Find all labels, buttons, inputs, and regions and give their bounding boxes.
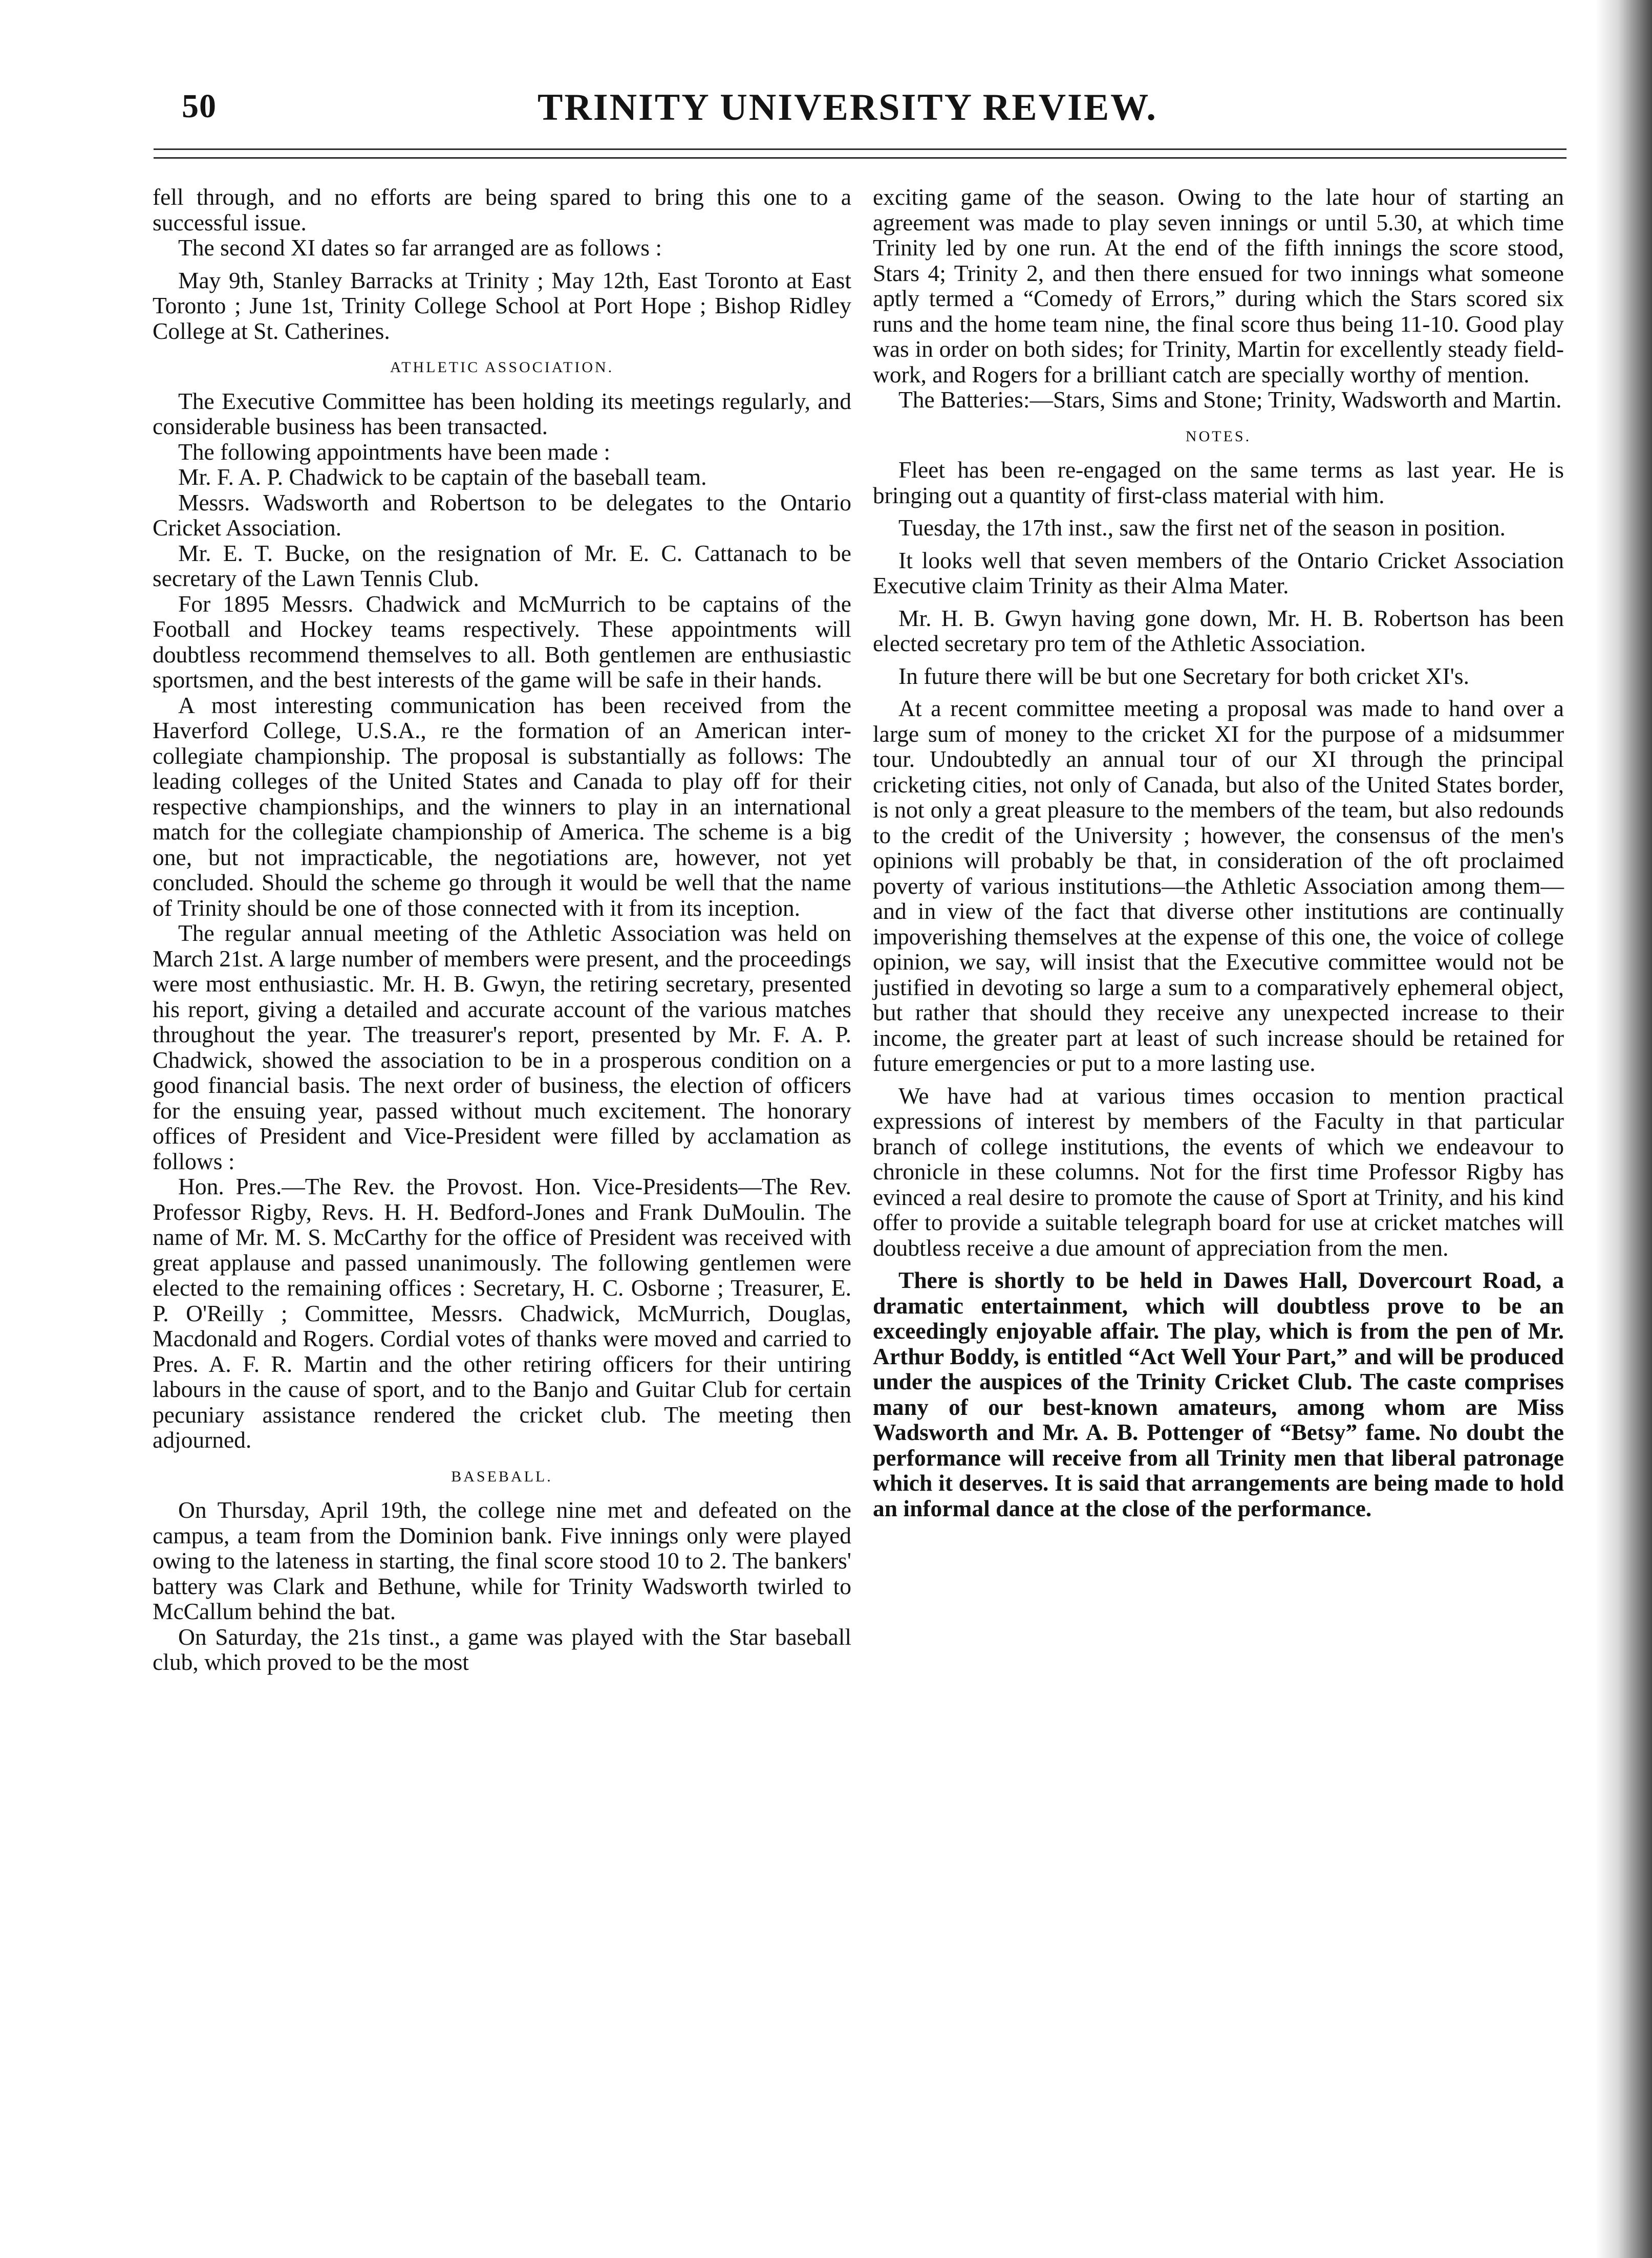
paragraph: The Executive Committee has been holding its meetings regularly, and considerable business has been transacted. (153, 388, 851, 439)
paragraph: The Batteries:—Stars, Sims and Stone; Trinity, Wadsworth and Martin. (898, 386, 1562, 413)
paragraph: Mr. F. A. P. Chadwick to be captain of the baseball team. (178, 464, 707, 490)
header-rule-top (154, 148, 1567, 150)
running-title: TRINITY UNIVERSITY REVIEW. (538, 87, 1157, 128)
header-rule-bottom (154, 157, 1567, 159)
paragraph: It looks well that seven members of the Ontario Cricket Association Executive claim Trinity as their Alma Mater. (873, 547, 1564, 598)
paragraph: In future there will be but one Secretary for both cricket XI's. (898, 662, 1469, 689)
page-number: 50 (182, 88, 217, 125)
paragraph: The second XI dates so far arranged are as follows : (178, 234, 662, 261)
paragraph: Mr. H. B. Gwyn having gone down, Mr. H. B. Robertson has been elected secretary pro tem of the Athletic Association. (873, 605, 1564, 656)
paragraph: Mr. E. T. Bucke, on the resignation of Mr. E. C. Cattanach to be secretary of the Lawn Tennis Club. (153, 540, 851, 591)
paragraph: A most interesting communication has been received from the Haverford College, U.S.A., re the formation of an American inter-collegiate championship. The proposal is substantially as follows: The leading colleges of the United States and Canada to play off for their respective championships, and the winners to play in an international match for the collegiate championship of America. The scheme is a big one, but not impracticable, the negotiations are, however, not yet concluded. Should the scheme go through it would be well that the name of Trinity should be one of those connected with it from its inception. (153, 692, 851, 921)
paragraph: Messrs. Wadsworth and Robertson to be delegates to the Ontario Cricket Association. (153, 489, 851, 541)
section-heading-athletic: ATHLETIC ASSOCIATION. (390, 359, 614, 376)
right-column (873, 184, 1564, 1521)
section-heading-baseball: BASEBALL. (451, 1468, 553, 1485)
paragraph: The following appointments have been made : (178, 438, 611, 465)
left-column (153, 184, 851, 1675)
paragraph: May 9th, Stanley Barracks at Trinity ; May 12th, East Toronto at East Toronto ; June 1st, Trinity College School at Port Hope ; Bishop Ridley College at St. Catherines. (153, 267, 851, 344)
paragraph: For 1895 Messrs. Chadwick and McMurrich to be captains of the Football and Hockey teams respectively. These appointments will doubtless recommend themselves to all. Both gentlemen are enthusiastic sportsmen, and the best interests of the game will be safe in their hands. (153, 590, 851, 693)
paragraph: exciting game of the season. Owing to the late hour of starting an agreement was made to play seven innings or until 5.30, at which time Trinity led by one run. At the end of the fifth innings the score stood, Stars 4; Trinity 2, and then there ensued for two innings what someone aptly termed a “Comedy of Errors,” during which the Stars scored six runs and the home team nine, the final score thus being 11-10. Good play was in order on both sides; for Trinity, Martin for excellently steady field-work, and Rogers for a brilliant catch are specially worthy of mention. (873, 184, 1564, 388)
paragraph: There is shortly to be held in Dawes Hall, Dovercourt Road, a dramatic entertainment, which will doubtless prove to be an exceedingly enjoyable affair. The play, which is from the pen of Mr. Arthur Boddy, is entitled “Act Well Your Part,” and will be produced under the auspices of the Trinity Cricket Club. The caste comprises many of our best-known amateurs, among whom are Miss Wadsworth and Mr. A. B. Pottenger of “Betsy” fame. No doubt the performance will receive from all Trinity men that liberal patronage which it deserves. It is said that arrangements are being made to hold an informal dance at the close of the performance. (873, 1267, 1564, 1521)
paragraph: The regular annual meeting of the Athletic Association was held on March 21st. A large number of members were present, and the proceedings were most enthusiastic. Mr. H. B. Gwyn, the retiring secretary, presented his report, giving a detailed and accurate account of the various matches throughout the year. The treasurer's report, presented by Mr. F. A. P. Chadwick, showed the association to be in a prosperous condition on a good financial basis. The next order of business, the election of officers for the ensuing year, passed without much excitement. The honorary offices of President and Vice-President were filled by acclamation as follows : (153, 920, 851, 1174)
adjacent-page-edge (1596, 0, 1652, 2258)
paragraph: Tuesday, the 17th inst., saw the first net of the season in position. (898, 514, 1506, 541)
paragraph: fell through, and no efforts are being spared to bring this one to a successful issue. (153, 184, 851, 235)
paragraph: Fleet has been re-engaged on the same terms as last year. He is bringing out a quantity of first-class material with him. (873, 457, 1564, 508)
paragraph: At a recent committee meeting a proposal was made to hand over a large sum of money to the cricket XI for the purpose of a midsummer tour. Undoubtedly an annual tour of our XI through the principal cricketing cities, not only of Canada, but also of the United States border, is not only a great pleasure to the members of the team, but also redounds to the credit of the University ; however, the consensus of the men's opinions will probably be that, in consideration of the oft proclaimed poverty of various institutions—the Athletic Association among them—and in view of the fact that diverse other institutions are continually impoverishing themselves at the expense of this one, the voice of college opinion, we say, will insist that the Executive committee would not be justified in devoting so large a sum to a comparatively ephemeral object, but rather that should they receive any unexpected increase to their income, the greater part at least of such increase should be retained for future emergencies or put to a more lasting use. (873, 695, 1564, 1076)
paragraph: We have had at various times occasion to mention practical expressions of interest by members of the Faculty in that particular branch of college institutions, the events of which we endeavour to chronicle in these columns. Not for the first time Professor Rigby has evinced a real desire to promote the cause of Sport at Trinity, and his kind offer to provide a suitable telegraph board for use at cricket matches will doubtless receive a due amount of appreciation from the men. (873, 1082, 1564, 1261)
paragraph: On Saturday, the 21s tinst., a game was played with the Star baseball club, which proved to be the most (153, 1623, 851, 1675)
paragraph: On Thursday, April 19th, the college nine met and defeated on the campus, a team from the Dominion bank. Five innings only were played owing to the lateness in starting, the final score stood 10 to 2. The bankers' battery was Clark and Bethune, while for Trinity Wadsworth twirled to McCallum behind the bat. (153, 1497, 851, 1624)
paragraph: Hon. Pres.—The Rev. the Provost. Hon. Vice-Presidents—The Rev. Professor Rigby, Revs. H. H. Bedford-Jones and Frank DuMoulin. The name of Mr. M. S. McCarthy for the office of President was received with great applause and passed unanimously. The following gentlemen were elected to the remaining offices : Secretary, H. C. Osborne ; Treasurer, E. P. O'Reilly ; Committee, Messrs. Chadwick, McMurrich, Douglas, Macdonald and Rogers. Cordial votes of thanks were moved and carried to Pres. A. F. R. Martin and the other retiring officers for their untiring labours in the cause of sport, and to the Banjo and Guitar Club for certain pecuniary assistance rendered the cricket club. The meeting then adjourned. (153, 1173, 851, 1453)
section-heading-notes: NOTES. (1185, 427, 1252, 445)
